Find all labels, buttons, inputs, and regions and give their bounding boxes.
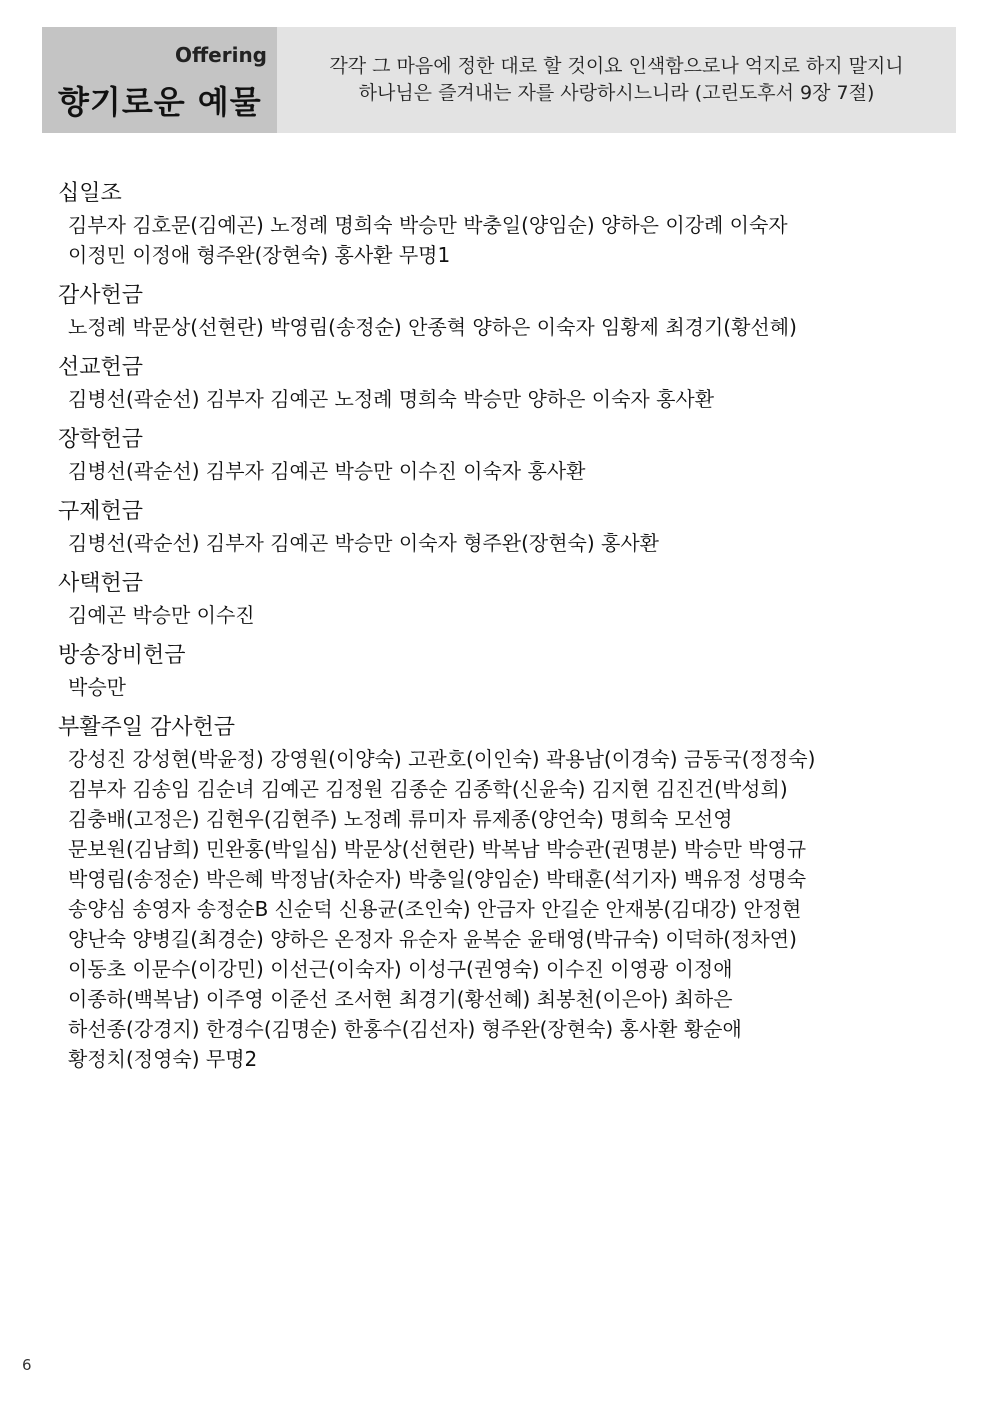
donor-line: 김부자 김호문(김예곤) 노정례 명희숙 박승만 박충일(양임순) 양하은 이강례 이숙자 xyxy=(68,213,788,237)
offering-section xyxy=(58,280,938,342)
offering-section xyxy=(58,640,938,702)
donor-line: 박승만 xyxy=(68,675,126,699)
header-verse xyxy=(277,27,956,133)
section-title: 선교헌금 xyxy=(58,355,144,380)
donor-line: 노정례 박문상(선현란) 박영림(송정순) 안종혁 양하은 이숙자 임황제 최경기(황선혜) xyxy=(68,315,797,339)
donor-line: 이종하(백복남) 이주영 이준선 조서현 최경기(황선혜) 최봉천(이은아) 최하은 xyxy=(68,987,733,1011)
donor-line: 박영림(송정순) 박은혜 박정남(차순자) 박충일(양임순) 박태훈(석기자) 백유정 성명숙 xyxy=(68,867,807,891)
donor-line: 황정치(정영숙) 무명2 xyxy=(68,1047,258,1071)
donor-line: 양난숙 양병길(최경순) 양하은 온정자 유순자 윤복순 윤태영(박규숙) 이덕하(정차연) xyxy=(68,927,797,951)
header-title-box xyxy=(42,27,277,133)
section-title: 구제헌금 xyxy=(58,499,144,524)
section-title: 부활주일 감사헌금 xyxy=(58,715,236,740)
section-title: 방송장비헌금 xyxy=(58,643,186,668)
donor-line: 김병선(곽순선) 김부자 김예곤 박승만 이숙자 형주완(장현숙) 홍사환 xyxy=(68,531,659,555)
donor-line: 송양심 송영자 송정순B 신순덕 신용균(조인숙) 안금자 안길순 안재봉(김대강) 안정현 xyxy=(68,897,802,921)
offering-section xyxy=(58,424,938,486)
verse-line-2: 하나님은 즐겨내는 자를 사랑하시느니라 (고린도후서 9장 7절) xyxy=(358,82,875,104)
section-title: 감사헌금 xyxy=(58,283,144,308)
header-title-korean: 향기로운 예물 xyxy=(58,83,262,121)
page-number: 6 xyxy=(22,1356,32,1374)
offering-section xyxy=(58,496,938,558)
donor-line: 하선종(강경지) 한경수(김명순) 한홍수(김선자) 형주완(장현숙) 홍사환 황순애 xyxy=(68,1017,742,1041)
donor-line: 이동초 이문수(이강민) 이선근(이숙자) 이성구(권영숙) 이수진 이영광 이정애 xyxy=(68,957,733,981)
offering-list xyxy=(58,178,938,1084)
donor-line: 김충배(고정은) 김현우(김현주) 노정례 류미자 류제종(양언숙) 명희숙 모선영 xyxy=(68,807,733,831)
section-title: 사택헌금 xyxy=(58,571,144,596)
donor-line: 김병선(곽순선) 김부자 김예곤 박승만 이수진 이숙자 홍사환 xyxy=(68,459,586,483)
header-banner xyxy=(42,27,956,133)
verse-line-1: 각각 그 마음에 정한 대로 할 것이요 인색함으로나 억지로 하지 말지니 xyxy=(329,55,904,77)
donor-line: 김부자 김송임 김순녀 김예곤 김정원 김종순 김종학(신윤숙) 김지현 김진건(박성희) xyxy=(68,777,788,801)
offering-section xyxy=(58,712,938,1074)
offering-section xyxy=(58,352,938,414)
offering-section xyxy=(58,568,938,630)
donor-line: 이정민 이정애 형주완(장현숙) 홍사환 무명1 xyxy=(68,243,451,267)
section-title: 장학헌금 xyxy=(58,427,144,452)
donor-line: 강성진 강성현(박윤정) 강영원(이양숙) 고관호(이인숙) 곽용남(이경숙) 금동국(정정숙) xyxy=(68,747,816,771)
donor-line: 김예곤 박승만 이수진 xyxy=(68,603,255,627)
donor-line: 문보원(김남희) 민완홍(박일심) 박문상(선현란) 박복남 박승관(권명분) 박승만 박영규 xyxy=(68,837,807,861)
header-title-english: Offering xyxy=(174,43,267,67)
donor-line: 김병선(곽순선) 김부자 김예곤 노정례 명희숙 박승만 양하은 이숙자 홍사환 xyxy=(68,387,715,411)
offering-section xyxy=(58,178,938,270)
section-title: 십일조 xyxy=(58,181,122,206)
